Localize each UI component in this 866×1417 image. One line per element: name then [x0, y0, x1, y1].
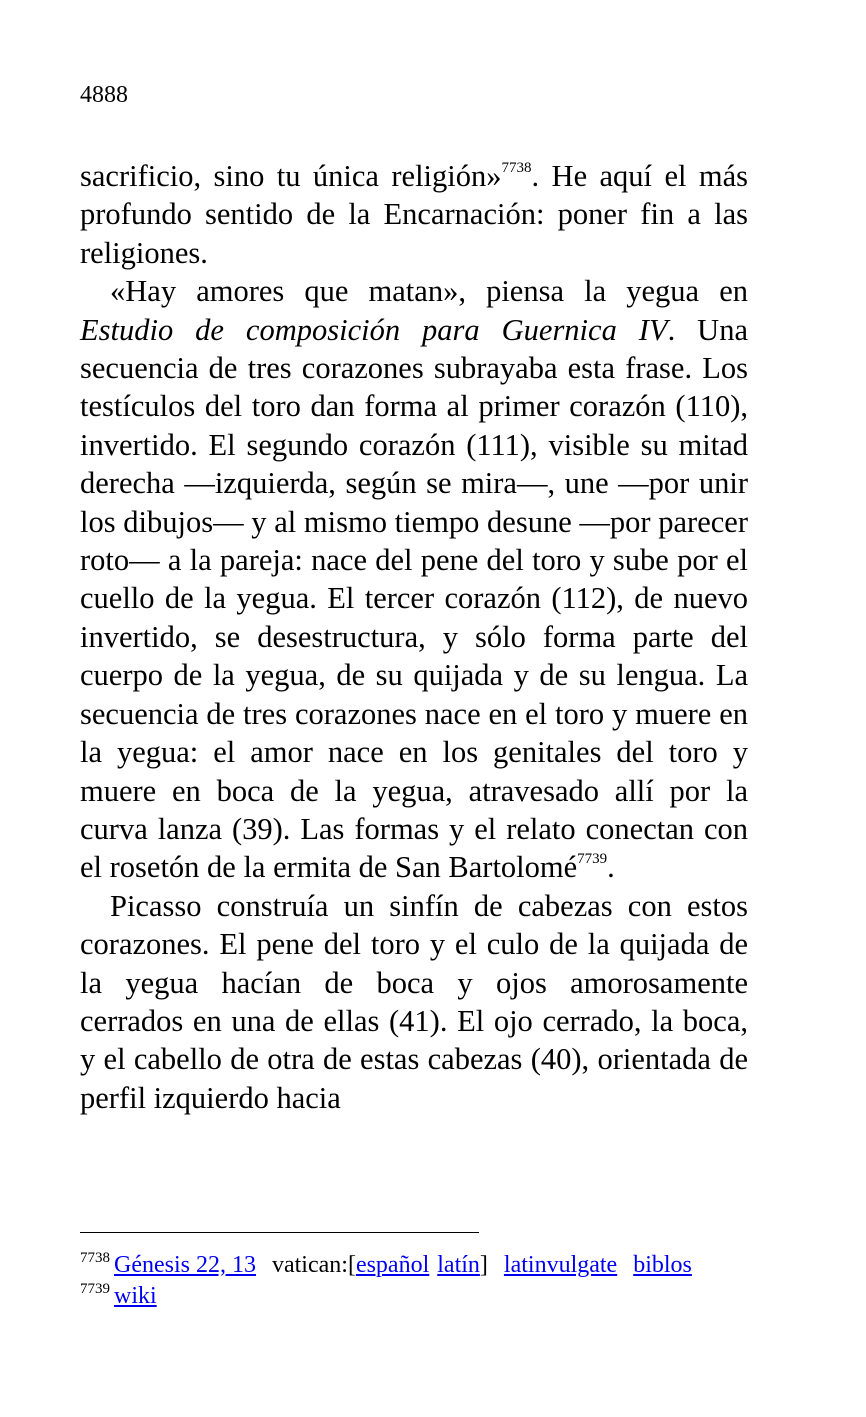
footnote-ref-7739[interactable]: 7739 — [577, 851, 608, 868]
paragraph-1 — [80, 157, 748, 272]
link-genesis[interactable]: Génesis 22, 13 — [114, 1252, 256, 1278]
footnote-number: 7739 — [80, 1281, 110, 1297]
footnote-ref-7738[interactable]: 7738 — [501, 160, 532, 176]
footnote-7738 — [80, 1250, 760, 1281]
footnotes — [80, 1250, 760, 1312]
paragraph-2-middle: . Una secuencia de tres corazones subrayaba esta frase. Los testículos del toro dan forma al primer corazón (110), invertido. El segundo corazón (111), visible su mitad derecha —izquierda, según se mira—, une —por unir los dibujos— y al mismo tiempo desune —por parecer roto— a la pareja: nace del pene del toro y sube por el cuello de la yegua. El tercer corazón (112), de nuevo invertido, se desestructura, y sólo forma parte del cuerpo de la yegua, de su quijada y de su lengua. La secuencia de tres corazones nace en el toro y muere en la yegua: el amor nace en los genitales del toro y muere en boca de la yegua, atravesado allí por la curva lanza (39). Las formas y el relato conectan con el rosetón de la ermita de San Bartolomé — [80, 312, 748, 885]
main-text — [80, 157, 748, 1117]
paragraph-1-lead: sacrificio, sino tu única religión» — [80, 159, 502, 193]
link-wiki[interactable]: wiki — [114, 1283, 157, 1309]
vatican-suffix: ] — [479, 1252, 488, 1278]
link-latinvulgate[interactable]: latinvulgate — [503, 1252, 618, 1278]
footnote-number: 7738 — [80, 1250, 110, 1266]
footnote-divider — [80, 1232, 479, 1233]
paragraph-2-lead: «Hay amores que matan», piensa la yegua en — [110, 274, 748, 309]
paragraph-1-rest: . He aquí el más profundo sentido de la Encarnación: poner fin a las religiones. — [80, 159, 749, 270]
paragraph-2 — [80, 272, 748, 887]
paragraph-2-end: . — [607, 850, 615, 885]
link-latin[interactable]: latín — [437, 1252, 480, 1278]
vatican-prefix: vatican:[ — [271, 1252, 356, 1278]
link-espanol[interactable]: español — [355, 1252, 430, 1278]
link-biblos[interactable]: biblos — [633, 1252, 692, 1278]
footnote-7739 — [80, 1281, 760, 1312]
page-number: 4888 — [80, 82, 128, 108]
paragraph-3: Picasso construía un sinfín de cabezas con estos corazones. El pene del toro y el culo de la quijada de la yegua hacían de boca y ojos amorosamente cerrados en una de ellas (41). El ojo cerrado, la boca, y el cabello de otra de estas cabezas (40), orientada de perfil izquierdo hacia — [80, 888, 748, 1115]
artwork-title: Estudio de composición para Guernica IV — [80, 312, 668, 347]
